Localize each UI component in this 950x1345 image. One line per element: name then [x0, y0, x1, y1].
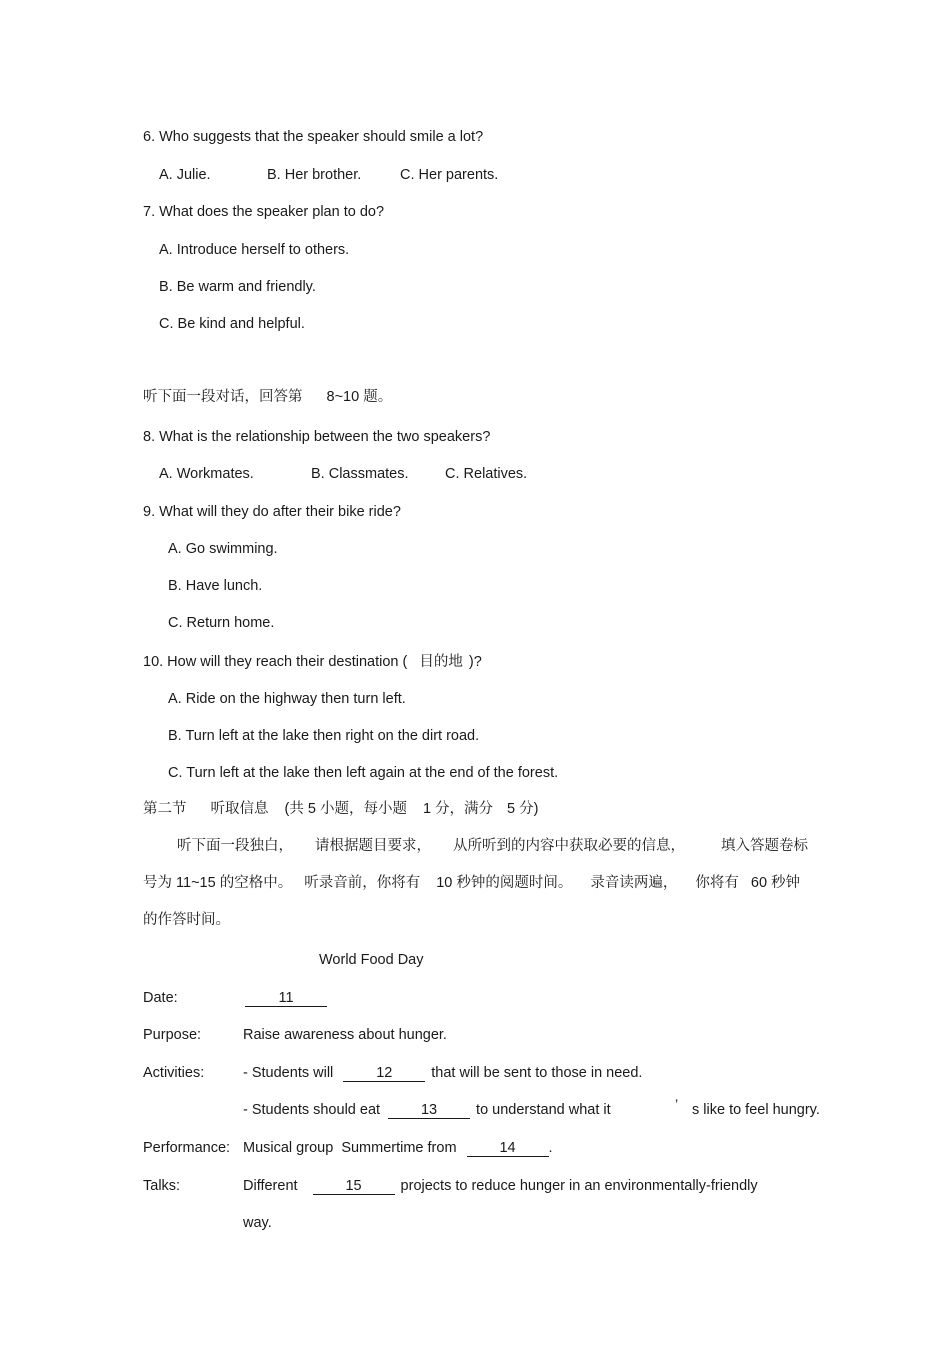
section-2-heading: 第二节 听取信息 (共 5 小题，每小题 1 分，满分 5 分) — [143, 801, 539, 817]
section-2-instruction-line2: 号为 11~15 的空格中。 听录音前，你将有 10 秒钟的阅题时间。 录音读两遍， 你将有 60 秒钟 — [143, 875, 801, 891]
blank-15[interactable]: 15 — [313, 1179, 395, 1195]
section-2-instruction-line3: 的作答时间。 — [143, 912, 230, 928]
option-8b: B. Classmates. — [311, 466, 409, 482]
activities-label: Activities: — [143, 1065, 205, 1081]
question-6: 6. Who suggests that the speaker should smile a lot? — [143, 129, 484, 145]
question-9: 9. What will they do after their bike ride? — [143, 504, 401, 520]
activity-2-end: s like to feel hungry. — [692, 1102, 820, 1118]
performance-row: Musical group Summertime from 14 . — [243, 1140, 553, 1156]
option-7c: C. Be kind and helpful. — [159, 316, 305, 332]
option-9a: A. Go swimming. — [168, 541, 278, 557]
date-row — [241, 989, 331, 1007]
option-10b: B. Turn left at the lake then right on the dirt road. — [168, 728, 480, 744]
option-6c: C. Her parents. — [400, 167, 499, 183]
section-2-instruction-line1: 听下面一段独白， 请根据题目要求， 从所听到的内容中获取必要的信息， 填入答题卷标 — [177, 838, 808, 854]
blank-12[interactable]: 12 — [343, 1066, 425, 1082]
option-10a: A. Ride on the highway then turn left. — [168, 691, 406, 707]
option-9c: C. Return home. — [168, 615, 275, 631]
apostrophe: ’ — [675, 1096, 679, 1112]
option-7b: B. Be warm and friendly. — [159, 279, 316, 295]
activity-1: - Students will 12 that will be sent to those in need. — [243, 1065, 643, 1081]
option-8c: C. Relatives. — [445, 466, 528, 482]
blank-14[interactable]: 14 — [467, 1141, 549, 1157]
table-title: World Food Day — [319, 952, 424, 968]
activity-2: - Students should eat 13 to understand what it — [243, 1102, 611, 1118]
question-7: 7. What does the speaker plan to do? — [143, 204, 385, 220]
option-10c: C. Turn left at the lake then left again at the end of the forest. — [168, 765, 559, 781]
performance-label: Performance: — [143, 1140, 231, 1156]
option-6b: B. Her brother. — [267, 167, 362, 183]
purpose-text: Raise awareness about hunger. — [243, 1027, 447, 1043]
option-6a: A. Julie. — [159, 167, 211, 183]
option-7a: A. Introduce herself to others. — [159, 242, 350, 258]
option-8a: A. Workmates. — [159, 466, 254, 482]
question-8: 8. What is the relationship between the two speakers? — [143, 429, 491, 445]
blank-13[interactable]: 13 — [388, 1103, 470, 1119]
instruction-8-10: 听下面一段对话，回答第 8~10 题。 — [143, 389, 393, 405]
talks-row-end: way. — [243, 1215, 272, 1231]
talks-label: Talks: — [143, 1178, 181, 1194]
purpose-label: Purpose: — [143, 1027, 202, 1043]
blank-11[interactable]: 11 — [245, 991, 327, 1007]
talks-row: Different 15 projects to reduce hunger in an environmentally-friendly — [243, 1178, 758, 1194]
option-9b: B. Have lunch. — [168, 578, 263, 594]
question-10: 10. How will they reach their destination ( 目的地 )? — [143, 654, 482, 670]
date-label: Date: — [143, 990, 178, 1006]
